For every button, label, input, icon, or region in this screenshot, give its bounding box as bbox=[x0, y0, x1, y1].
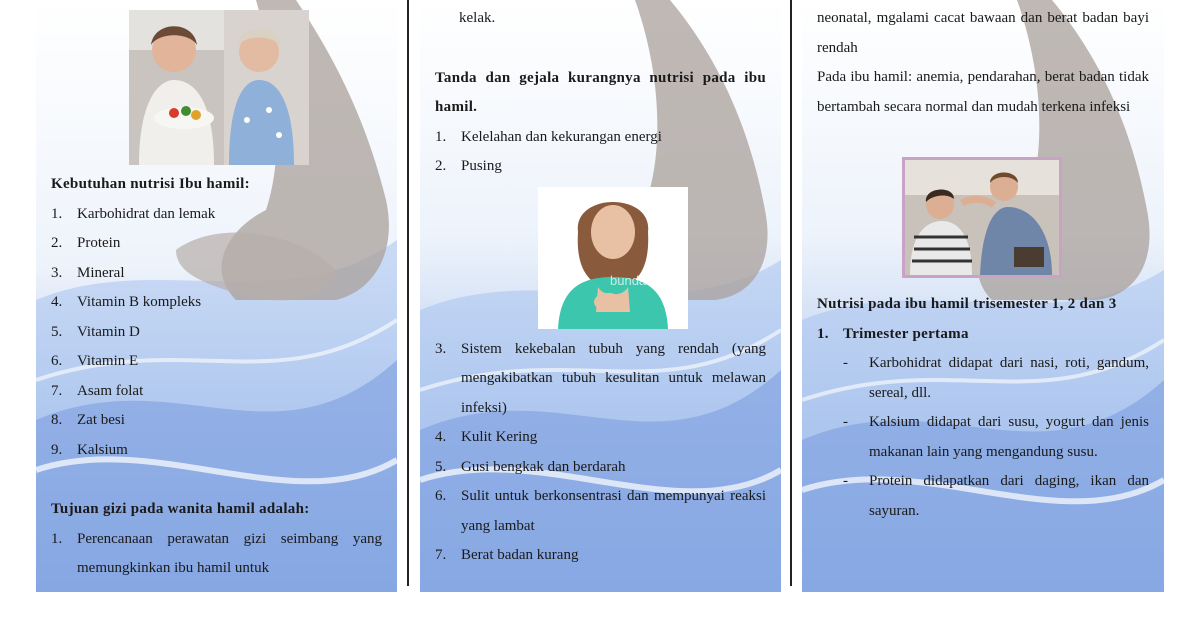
list-item: 8. Zat besi bbox=[51, 412, 125, 428]
column-divider bbox=[407, 0, 409, 586]
nutrition-goal-heading: Tujuan gizi pada wanita hamil adalah: bbox=[51, 501, 310, 517]
list-item: 5. Gusi bengkak dan berdarah bbox=[435, 458, 626, 475]
list-item: 6. Vitamin E bbox=[51, 353, 139, 369]
list-item: 6. Sulit untuk berkonsentrasi dan mempunyai reaksi yang lambat bbox=[435, 488, 766, 534]
list-item: 7. Berat badan kurang bbox=[435, 547, 579, 563]
symptoms-list-b bbox=[435, 335, 766, 571]
brochure-panel-middle bbox=[420, 0, 781, 592]
trimester-1-title: 1. Trimester pertama bbox=[817, 325, 969, 342]
trimester-heading: Nutrisi pada ibu hamil trisemester 1, 2 dan 3 bbox=[817, 296, 1117, 312]
panel-left-content bbox=[36, 0, 397, 592]
brochure-panel-right bbox=[802, 0, 1164, 592]
symptoms-heading: Tanda dan gejala kurangnya nutrisi pada ibu hamil. bbox=[435, 69, 766, 115]
continuation-text: kelak. bbox=[459, 10, 496, 26]
list-item: 1. Kelelahan dan kekurangan energi bbox=[435, 128, 662, 145]
image-watermark: bunda bbox=[610, 273, 647, 288]
list-item: 1. Karbohidrat dan lemak bbox=[51, 205, 216, 222]
list-item: 2. Pusing bbox=[435, 158, 502, 174]
list-item: - Kalsium didapat dari susu, yogurt dan jenis makanan lain yang mengandung susu. bbox=[843, 414, 1149, 460]
column-divider bbox=[790, 0, 792, 586]
mother-effects-text: Pada ibu hamil: anemia, pendarahan, berat badan tidak bertambah secara normal dan mudah terkena infeksi bbox=[817, 69, 1149, 115]
list-item: 5. Vitamin D bbox=[51, 323, 140, 340]
nutrition-needs-heading: Kebutuhan nutrisi Ibu hamil: bbox=[51, 176, 250, 192]
trimester-1-list bbox=[817, 349, 1149, 526]
list-item: 1. Perencanaan perawatan gizi seimbang yang memungkinkan ibu hamil untuk bbox=[51, 530, 382, 576]
nutrition-goal-list bbox=[51, 525, 382, 584]
list-item: 3. Mineral bbox=[51, 264, 125, 281]
continuation-text: neonatal, mgalami cacat bawaan dan berat badan bayi rendah bbox=[817, 10, 1149, 56]
list-item: - Karbohidrat didapat dari nasi, roti, gandum, sereal, dll. bbox=[843, 355, 1149, 401]
panel-right-content bbox=[802, 0, 1164, 592]
symptoms-list-a bbox=[435, 123, 766, 182]
list-item: 4. Vitamin B kompleks bbox=[51, 294, 202, 310]
brochure-panel-left bbox=[36, 0, 397, 592]
nutrition-needs-list bbox=[51, 200, 382, 466]
list-item: 4. Kulit Kering bbox=[435, 429, 538, 445]
list-item: 9. Kalsium bbox=[51, 441, 128, 458]
list-item: 3. Sistem kekebalan tubuh yang rendah (yang mengakibatkan tubuh kesulitan untuk melawan infeksi) bbox=[435, 340, 766, 416]
list-item: 2. Protein bbox=[51, 235, 121, 251]
list-item: - Protein didapatkan dari daging, ikan dan sayuran. bbox=[843, 473, 1149, 519]
panel-middle-content bbox=[420, 0, 781, 592]
list-item: 7. Asam folat bbox=[51, 382, 144, 399]
